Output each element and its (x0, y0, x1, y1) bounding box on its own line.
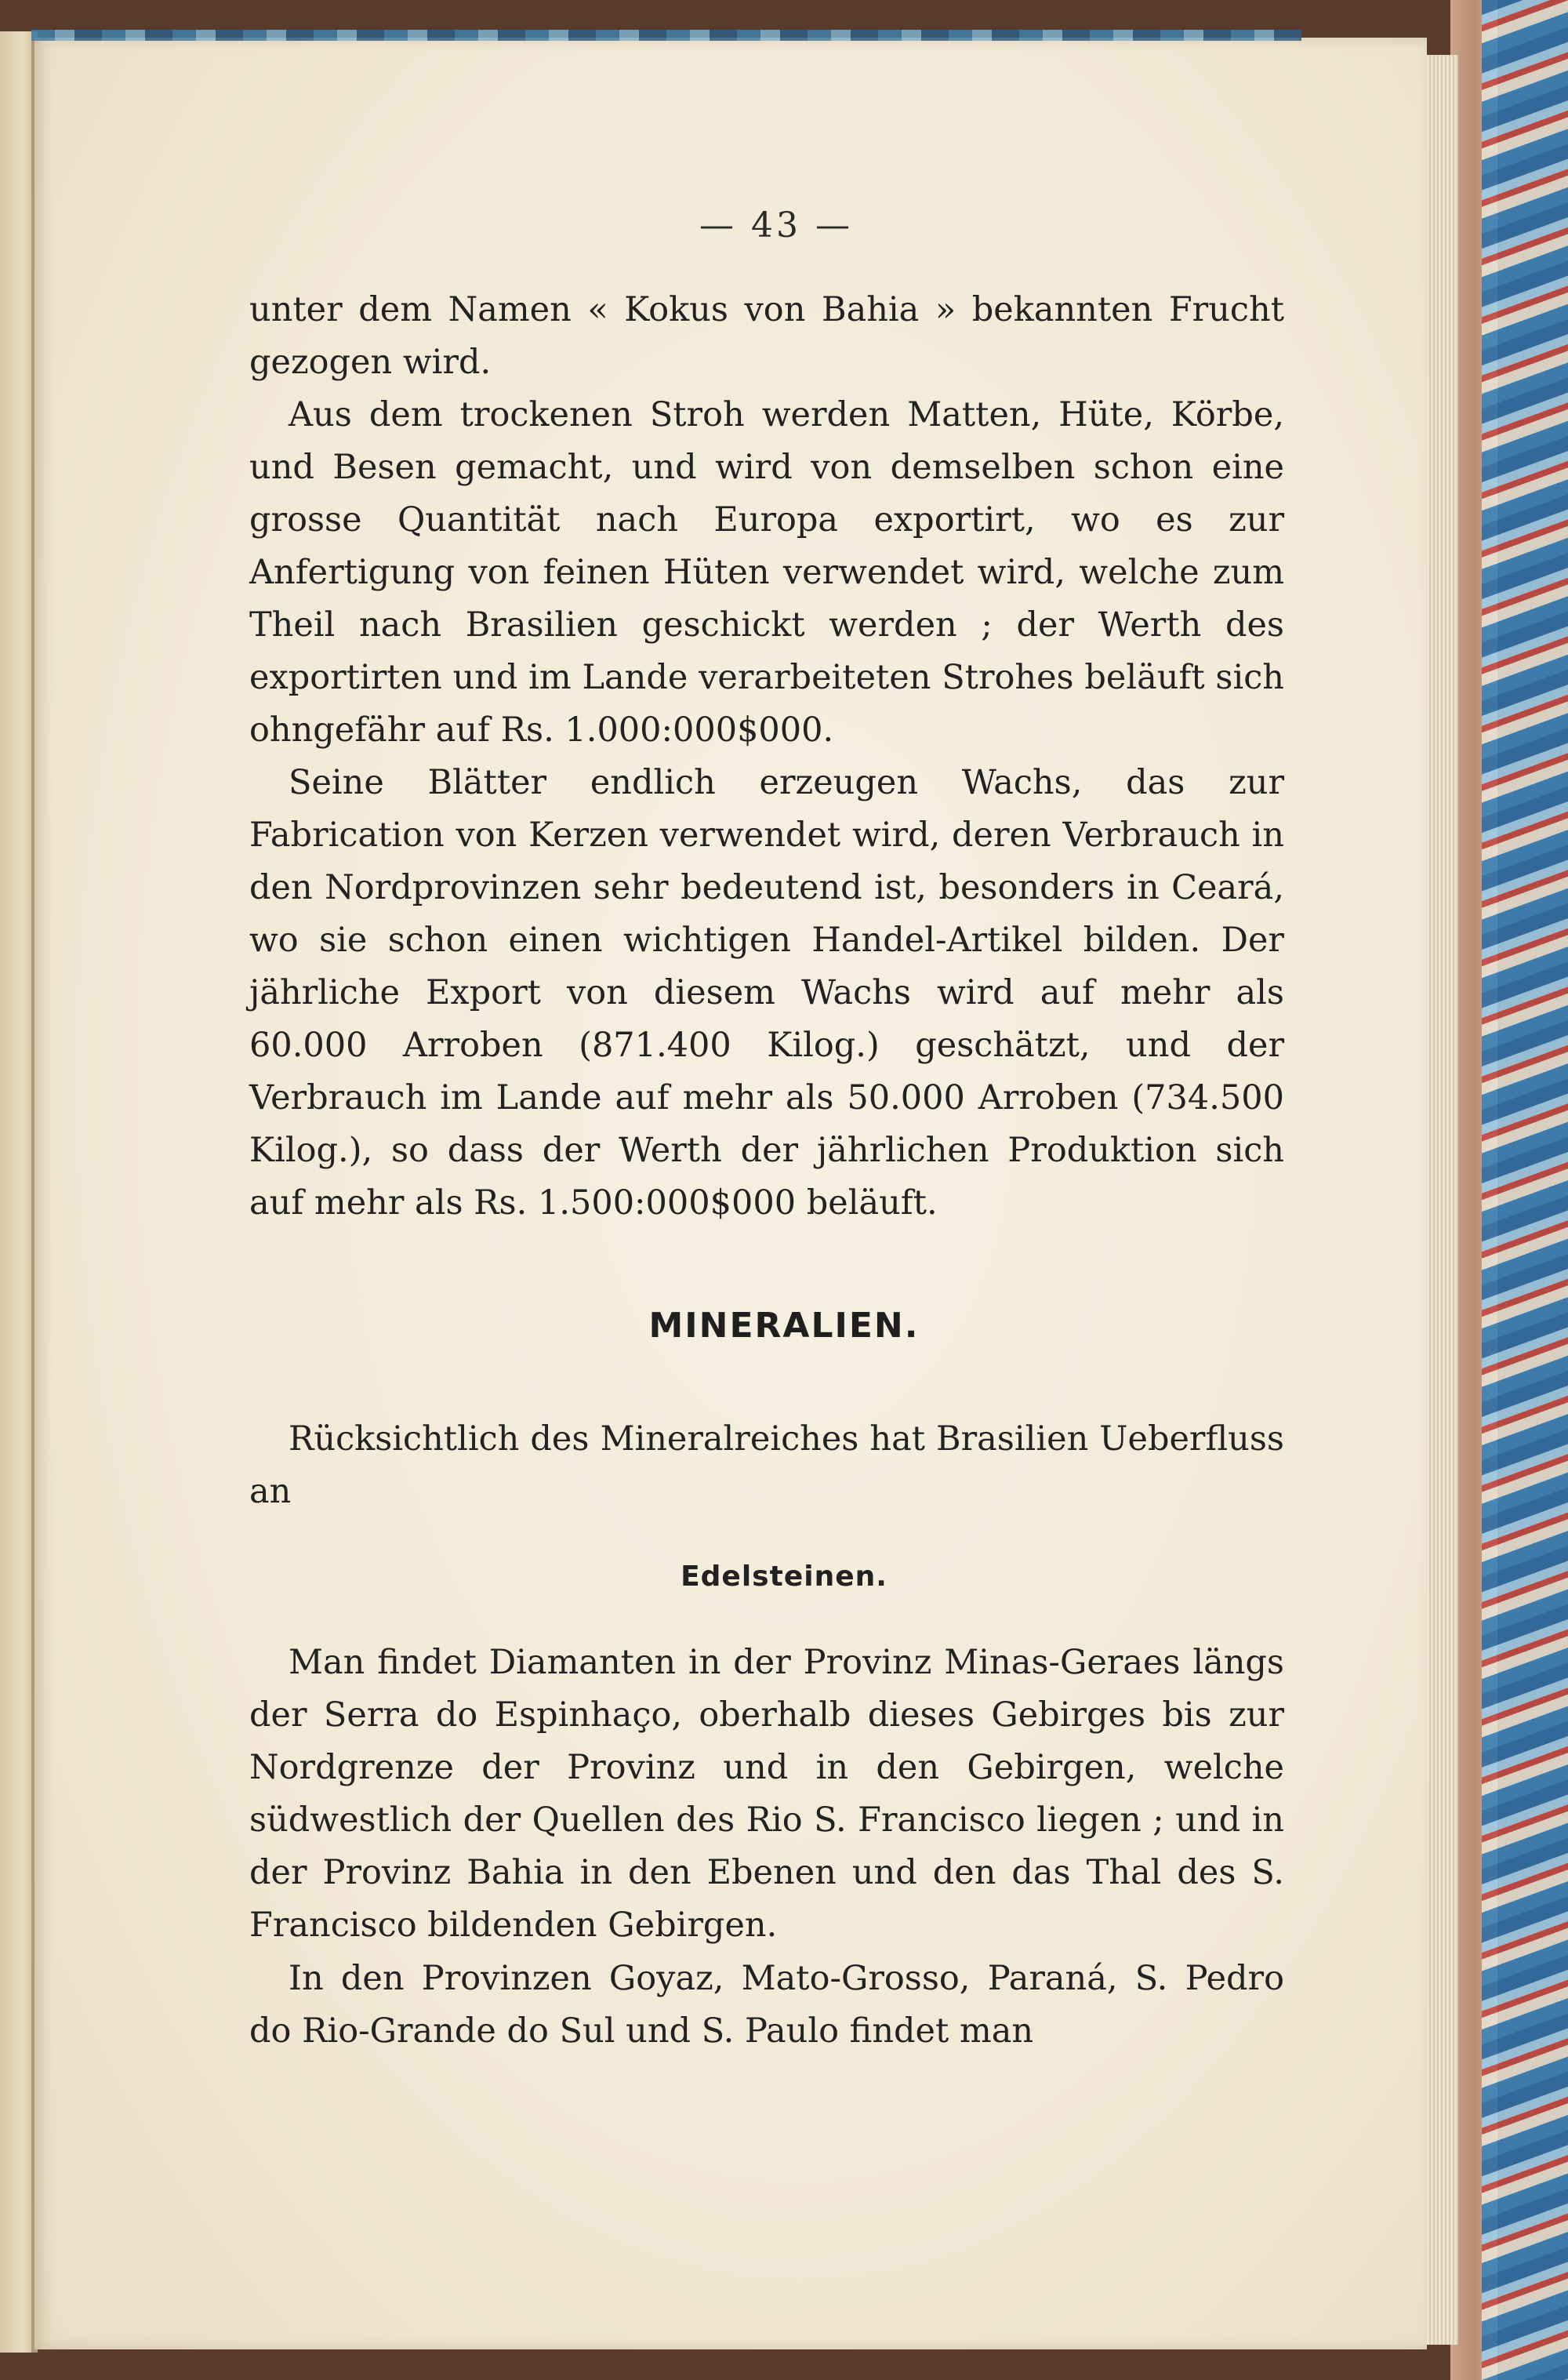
top-cover-band (31, 30, 1301, 41)
paragraph-straw: Aus dem trockenen Stroh werden Matten, Hüte, Körbe, und Besen gemacht, und wird von demselben schon eine grosse Quantität nach Europa exportirt, wo es zur Anfertigung von feinen Hüten verwendet wird, welche zum Theil nach Brasilien geschickt werden ; der Werth des exportirten und im Lande verarbeiteten Strohes beläuft sich ohngefähr auf Rs. 1.000:000$000. (249, 395, 1284, 750)
paragraph-provinces: In den Provinzen Goyaz, Mato-Grosso, Paraná, S. Pedro do Rio-Grande do Sul und S. Paulo findet man (249, 1959, 1284, 2051)
paragraph-minerals-intro: Rücksichtlich des Mineralreiches hat Brasilien Ueberfluss an (249, 1419, 1284, 1511)
paragraph-wax: Seine Blätter endlich erzeugen Wachs, das zur Fabrication von Kerzen verwendet wird, deren Verbrauch in den Nordprovinzen sehr bedeutend ist, besonders in Ceará, wo sie schon einen wichtigen Handel-Artikel bilden. Der jährliche Export von diesem Wachs wird auf mehr als 60.000 Arroben (871.400 Kilog.) geschätzt, und der Verbrauch im Lande auf mehr als 50.000 Arroben (734.500 Kilog.), so dass der Werth der jährlichen Produktion sich auf mehr als Rs. 1.500:000$000 beläuft. (249, 763, 1284, 1223)
marbled-cover-edge (1482, 0, 1568, 2380)
section-heading: MINERALIEN. (648, 1306, 920, 1346)
page-number: — 43 — (699, 205, 853, 245)
subsection-heading: Edelsteinen. (681, 1561, 887, 1593)
paragraph-diamonds: Man findet Diamanten in der Provinz Minas-Geraes längs der Serra do Espinhaço, oberhalb dieses Gebirges bis zur Nordgrenze der Provinz und in den Gebirgen, welche südwestlich der Quellen des Rio S. Francisco liegen ; und in der Provinz Bahia in den Ebenen und den das Thal des S. Francisco bildenden Gebirgen. (249, 1643, 1284, 1945)
paragraph-continued: unter dem Namen « Kokus von Bahia » bekannten Frucht gezogen wird. (249, 290, 1284, 382)
